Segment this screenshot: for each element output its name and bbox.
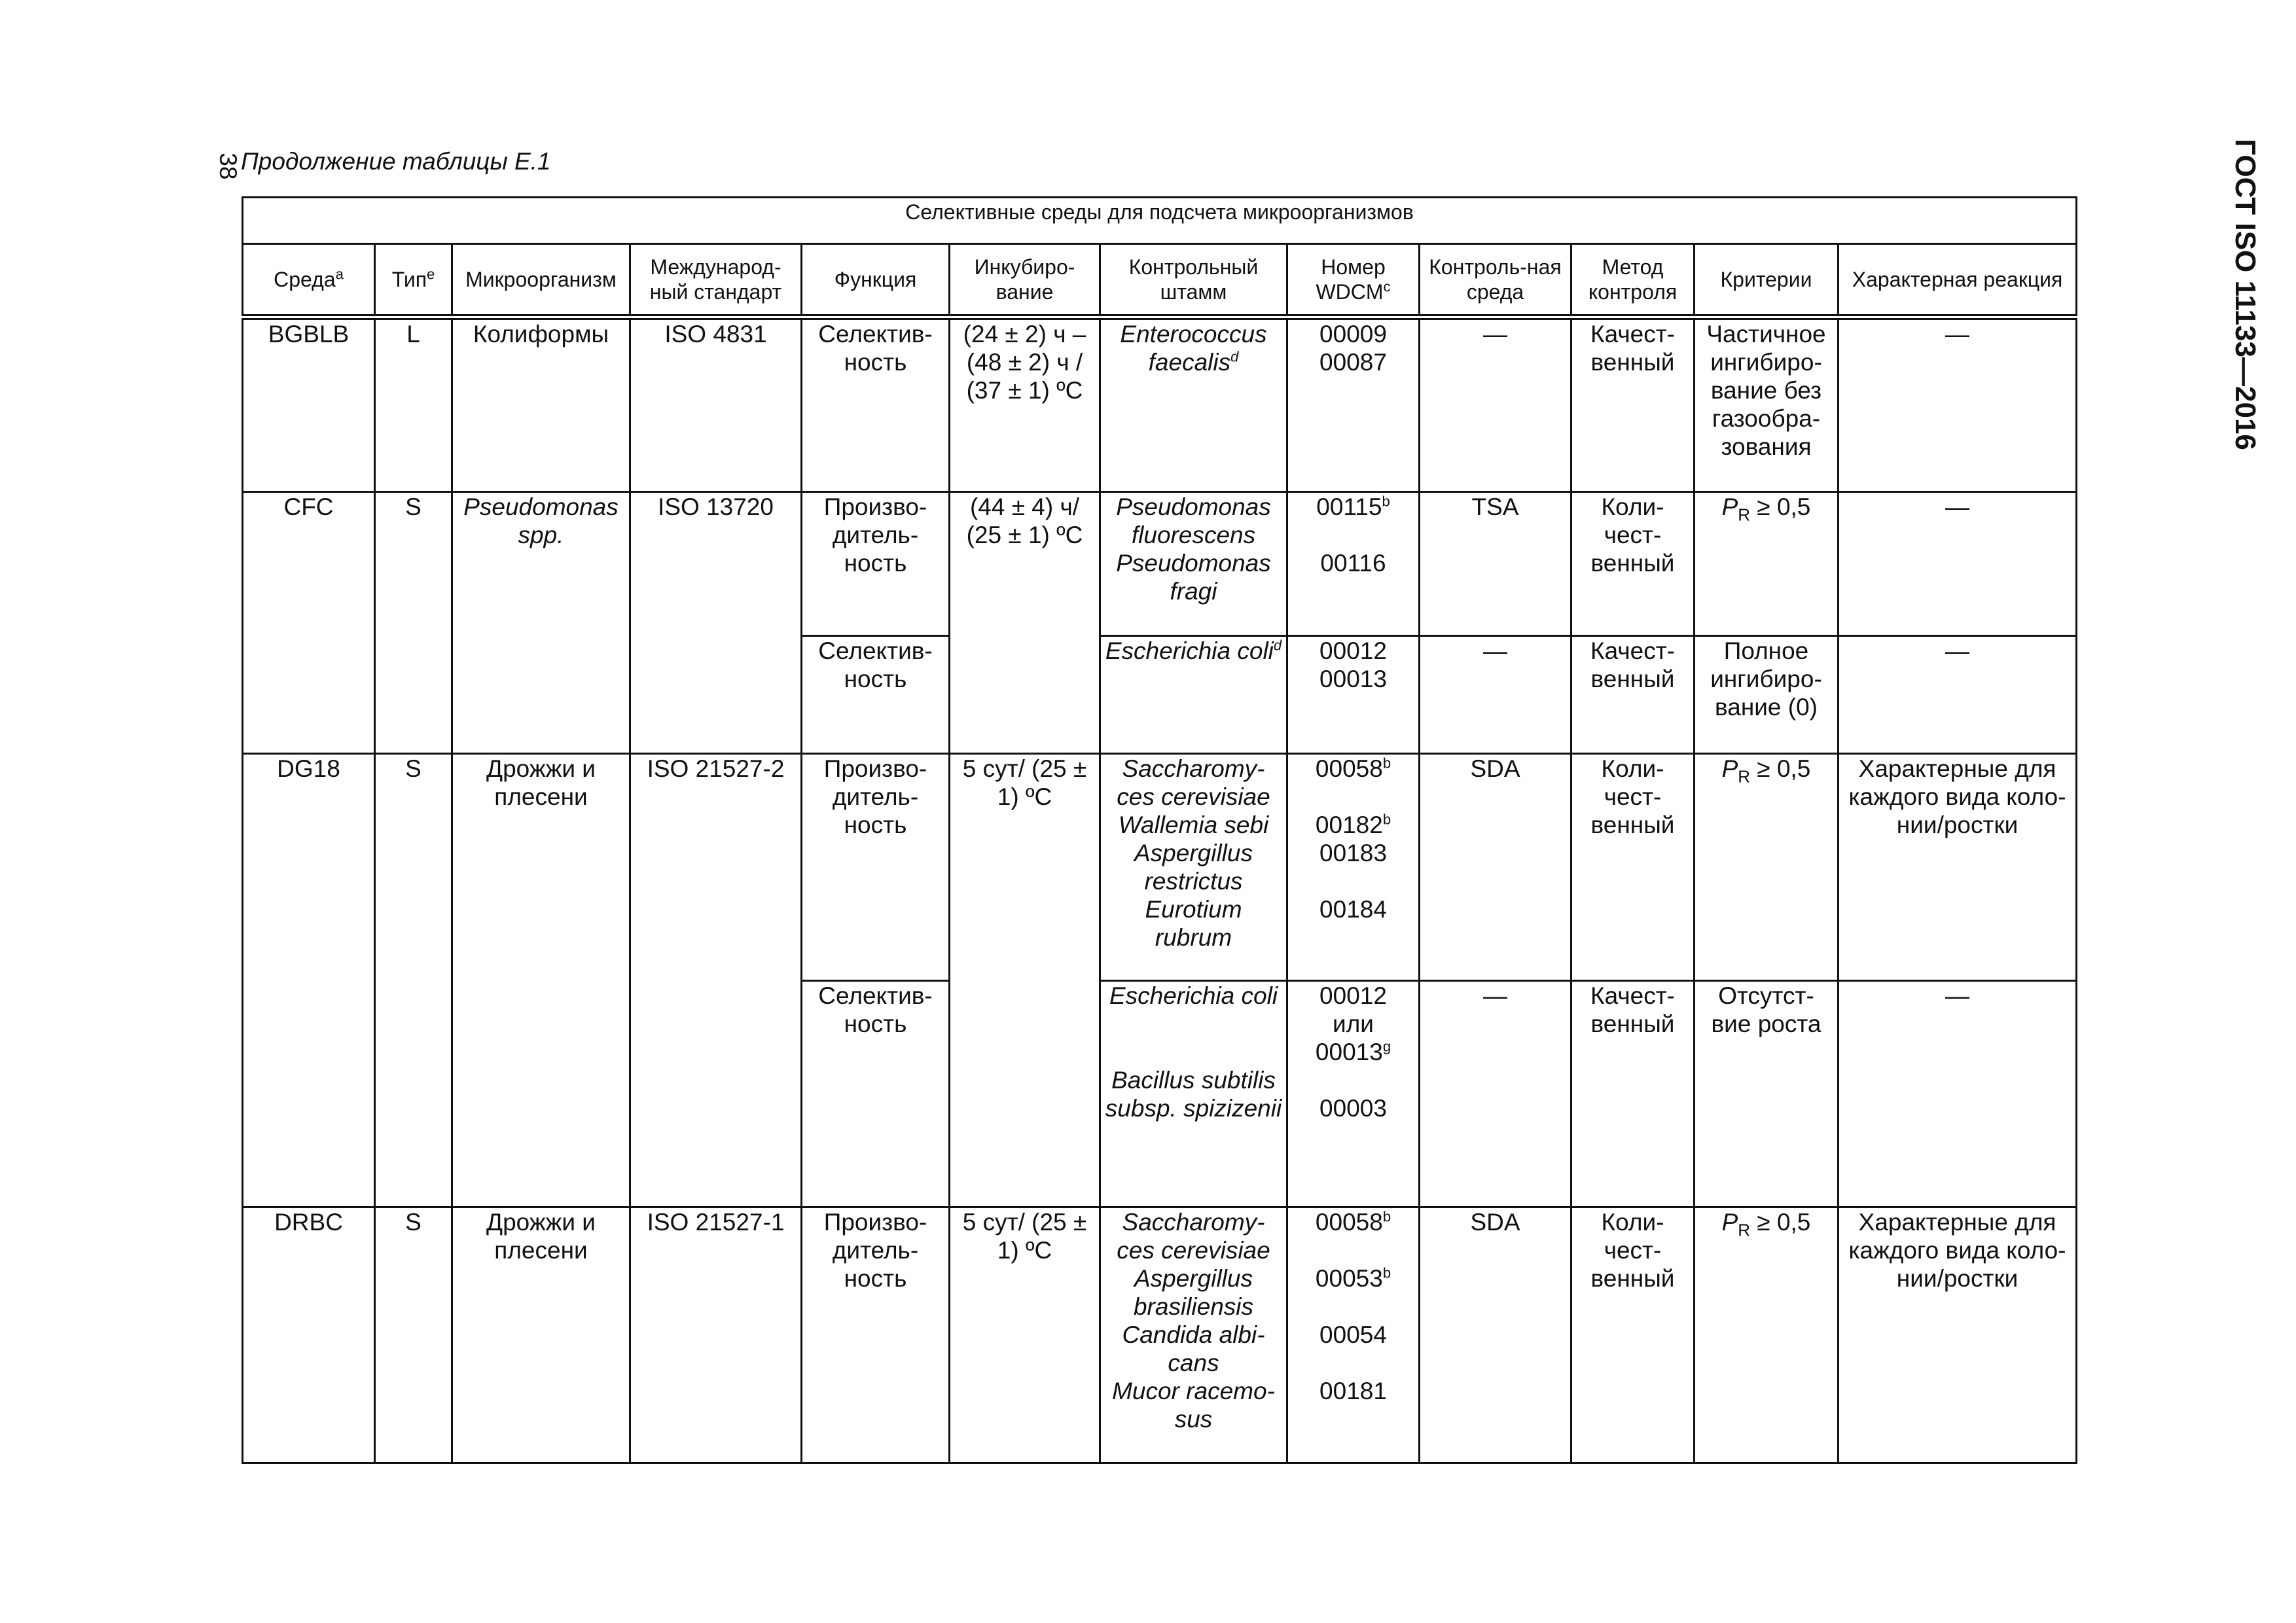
cell-standard: ISO 21527-2 bbox=[630, 754, 802, 1207]
cell-microorganism: Колиформы bbox=[452, 317, 630, 491]
cell-control-medium: SDA bbox=[1420, 1207, 1571, 1463]
col-type: Тип$^e$ bbox=[375, 244, 452, 317]
table-row-dg18-productivity bbox=[243, 754, 2077, 981]
cell-method: Качест-венный bbox=[1571, 636, 1695, 754]
cell-incubation: 5 сут/ (25 ± 1) ºC bbox=[950, 1207, 1100, 1463]
document-code: ГОСТ ISO 11133—2016 bbox=[2229, 139, 2261, 450]
table-row-cfc-productivity bbox=[243, 491, 2077, 635]
col-wdcm: Номер WDCM$^c$ bbox=[1287, 244, 1420, 317]
cell-strain: Escherichia coli Bacillus subtilis subsp. spizizenii bbox=[1100, 980, 1287, 1207]
cell-reaction: Характерные для каждого вида коло-нии/ростки bbox=[1839, 754, 2077, 981]
cell-control-medium: — bbox=[1420, 980, 1571, 1207]
cell-criteria: Частичное ингибиро-вание без газообра-зования bbox=[1695, 317, 1839, 491]
cell-method: Качест-венный bbox=[1571, 980, 1695, 1207]
cell-medium: CFC bbox=[243, 491, 375, 754]
cell-control-medium: SDA bbox=[1420, 754, 1571, 981]
cell-medium: DRBC bbox=[243, 1207, 375, 1463]
cell-standard: ISO 4831 bbox=[630, 317, 802, 491]
cell-medium: DG18 bbox=[243, 754, 375, 1207]
cell-control-medium: — bbox=[1420, 636, 1571, 754]
cell-criteria: $P_R \ge 0,5$ bbox=[1695, 754, 1839, 981]
cell-standard: ISO 21527-1 bbox=[630, 1207, 802, 1463]
cell-strain: Enterococcus faecalis$^d$ bbox=[1100, 317, 1287, 491]
cell-criteria: Полное ингибиро-вание (0) bbox=[1695, 636, 1839, 754]
cell-criteria: $P_R \ge 0,5$ bbox=[1695, 491, 1839, 635]
cell-type: L bbox=[375, 317, 452, 491]
cell-wdcm: 00009 00087 bbox=[1287, 317, 1420, 491]
cell-wdcm: 00058$^b$ 00182$^b$ 00183 00184 bbox=[1287, 754, 1420, 981]
cell-reaction: — bbox=[1839, 491, 2077, 635]
cell-function: Селектив-ность bbox=[802, 980, 950, 1207]
table-row-bgblb bbox=[243, 317, 2077, 491]
cell-type: S bbox=[375, 1207, 452, 1463]
cell-method: Качест-венный bbox=[1571, 317, 1695, 491]
cell-incubation: 5 сут/ (25 ± 1) ºC bbox=[950, 754, 1100, 1207]
col-function: Функция bbox=[802, 244, 950, 317]
section-title: Селективные среды для подсчета микроорганизмов bbox=[243, 198, 2077, 244]
col-medium: Среда$^a$ bbox=[243, 244, 375, 317]
cell-microorganism: Дрожжи и плесени bbox=[452, 1207, 630, 1463]
col-control-strain: Контрольный штамм bbox=[1100, 244, 1287, 317]
col-incubation: Инкубиро-вание bbox=[950, 244, 1100, 317]
cell-wdcm: 00012 00013 bbox=[1287, 636, 1420, 754]
table-continuation-caption: Продолжение таблицы Е.1 bbox=[241, 148, 551, 175]
header-row bbox=[243, 244, 2077, 317]
cell-strain: Escherichia coli$^d$ bbox=[1100, 636, 1287, 754]
cell-incubation: (24 ± 2) ч – (48 ± 2) ч / (37 ± 1) ºC bbox=[950, 317, 1100, 491]
page-number: 38 bbox=[215, 152, 242, 180]
cell-reaction: Характерные для каждого вида коло-нии/ростки bbox=[1839, 1207, 2077, 1463]
col-control-medium: Контроль-ная среда bbox=[1420, 244, 1571, 317]
cell-medium: BGBLB bbox=[243, 317, 375, 491]
cell-control-medium: — bbox=[1420, 317, 1571, 491]
cell-method: Коли-чест-венный bbox=[1571, 491, 1695, 635]
col-microorganism: Микроорганизм bbox=[452, 244, 630, 317]
cell-criteria: Отсутст-вие роста bbox=[1695, 980, 1839, 1207]
cell-wdcm: 00058$^b$ 00053$^b$ 00054 00181 bbox=[1287, 1207, 1420, 1463]
cell-method: Коли-чест-венный bbox=[1571, 754, 1695, 981]
col-intl-standard: Международ-ный стандарт bbox=[630, 244, 802, 317]
media-table bbox=[242, 196, 2077, 1464]
cell-function: Селектив-ность bbox=[802, 636, 950, 754]
cell-method: Коли-чест-венный bbox=[1571, 1207, 1695, 1463]
table-row-drbc bbox=[243, 1207, 2077, 1463]
cell-control-medium: TSA bbox=[1420, 491, 1571, 635]
cell-type: S bbox=[375, 491, 452, 754]
cell-function: Произво-дитель-ность bbox=[802, 491, 950, 635]
cell-type: S bbox=[375, 754, 452, 1207]
col-control-method: Метод контроля bbox=[1571, 244, 1695, 317]
cell-strain: Pseudomonas fluorescens Pseudomonas fragi bbox=[1100, 491, 1287, 635]
col-criteria: Критерии bbox=[1695, 244, 1839, 317]
cell-wdcm: 00012 или 00013$^g$ 00003 bbox=[1287, 980, 1420, 1207]
cell-reaction: — bbox=[1839, 980, 2077, 1207]
cell-strain: Saccharomy-ces cerevisiae Aspergillus brasiliensis Candida albi-cans Mucor racemo-sus bbox=[1100, 1207, 1287, 1463]
cell-reaction: — bbox=[1839, 317, 2077, 491]
cell-function: Селектив-ность bbox=[802, 317, 950, 491]
cell-criteria: $P_R \ge 0,5$ bbox=[1695, 1207, 1839, 1463]
cell-wdcm: 00115$^b$ 00116 bbox=[1287, 491, 1420, 635]
cell-standard: ISO 13720 bbox=[630, 491, 802, 754]
cell-strain: Saccharomy-ces cerevisiae Wallemia sebi Aspergillus restrictus Eurotium rubrum bbox=[1100, 754, 1287, 981]
cell-function: Произво-дитель-ность bbox=[802, 754, 950, 981]
cell-microorganism: Pseudomonas spp. bbox=[452, 491, 630, 754]
col-reaction: Характерная реакция bbox=[1839, 244, 2077, 317]
cell-reaction: — bbox=[1839, 636, 2077, 754]
cell-incubation: (44 ± 4) ч/ (25 ± 1) ºC bbox=[950, 491, 1100, 754]
cell-function: Произво-дитель-ность bbox=[802, 1207, 950, 1463]
cell-microorganism: Дрожжи и плесени bbox=[452, 754, 630, 1207]
